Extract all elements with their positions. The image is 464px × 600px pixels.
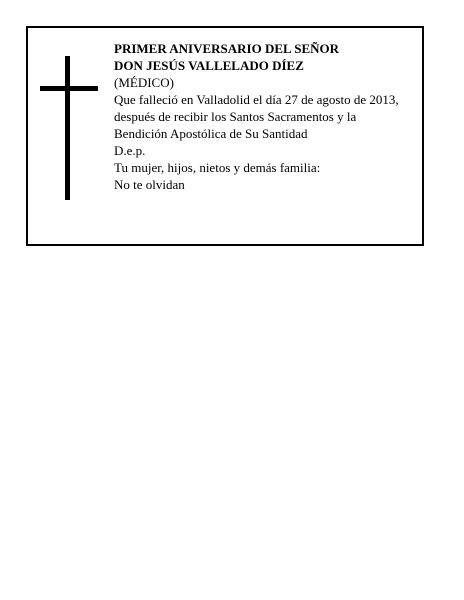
death-line-1: Que falleció en Valladolid el día 27 de agosto de 2013, bbox=[114, 92, 399, 107]
family-line: Tu mujer, hijos, nietos y demás familia: bbox=[114, 160, 321, 175]
closing-line: No te olvidan bbox=[114, 177, 185, 192]
cross-icon bbox=[40, 56, 98, 200]
notice-text bbox=[114, 40, 419, 193]
heading-line-2: DON JESÚS VALLELADO DÍEZ bbox=[114, 58, 304, 73]
cross-horizontal-bar bbox=[40, 86, 98, 91]
profession: (MÉDICO) bbox=[114, 75, 174, 90]
death-line-2: después de recibir los Santos Sacramentos y la bbox=[114, 109, 357, 124]
rip-abbreviation: D.e.p. bbox=[114, 143, 146, 158]
cross-vertical-bar bbox=[65, 56, 70, 200]
obituary-notice bbox=[26, 26, 424, 246]
heading-line-1: PRIMER ANIVERSARIO DEL SEÑOR bbox=[114, 41, 340, 56]
death-line-3: Bendición Apostólica de Su Santidad bbox=[114, 126, 308, 141]
